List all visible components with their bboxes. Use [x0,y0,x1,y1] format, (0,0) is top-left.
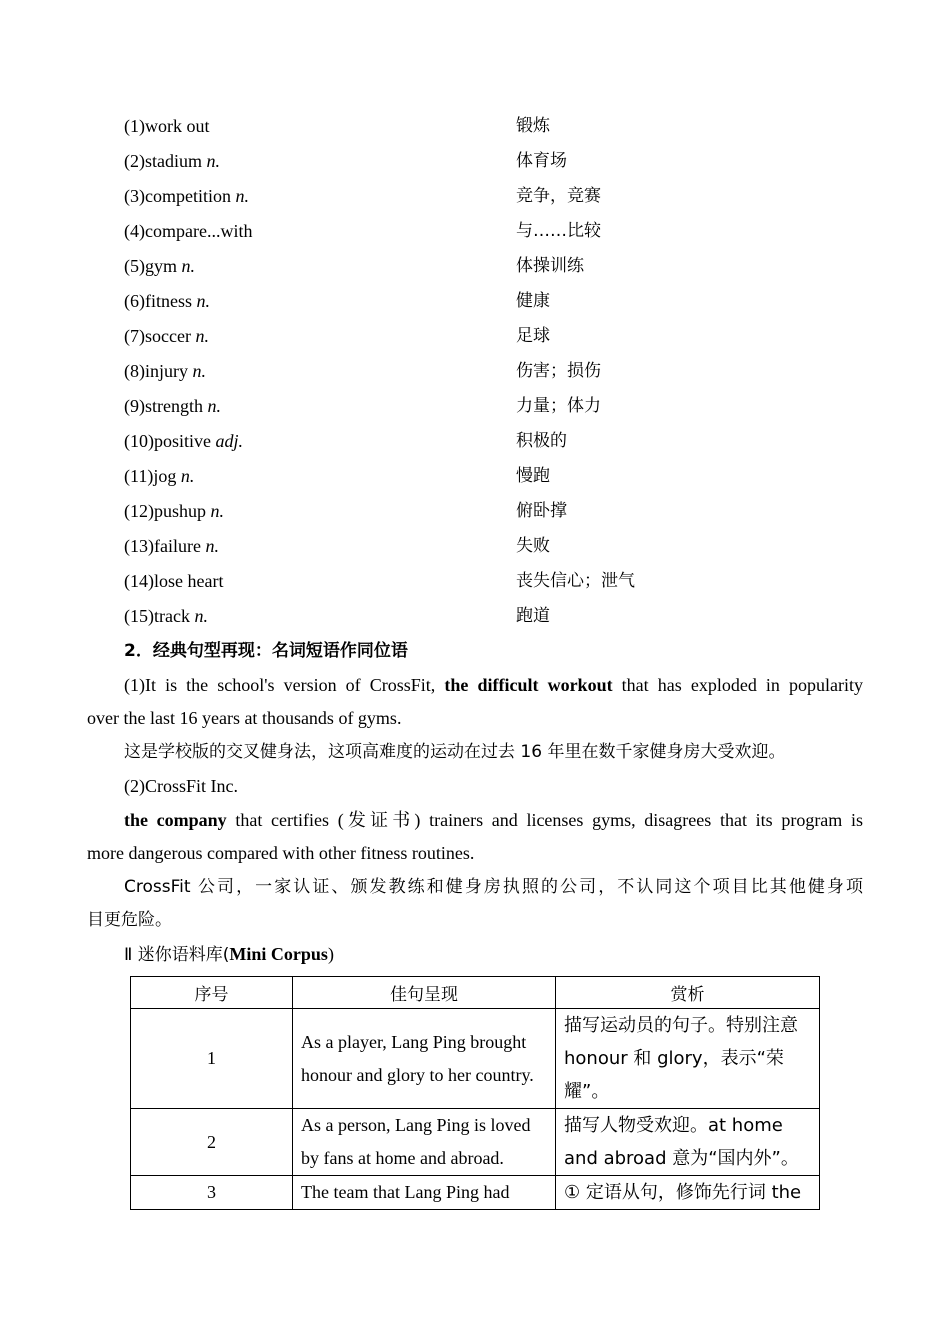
table-row [131,1009,820,1109]
list-item [0,463,950,489]
row-sentence: As a person, Lang Ping is loved by fans at home and abroad. [293,1109,556,1176]
vocab-chinese: 与……比较 [516,221,601,241]
table-header-row [131,977,820,1009]
vocab-word: (3)competition [124,186,236,206]
vocab-english [124,148,220,174]
row-number: 1 [131,1009,293,1109]
list-item [0,253,950,279]
list-item [0,393,950,419]
sentence-1-appositive: the difficult workout [444,675,613,695]
list-item [0,358,950,384]
vocab-word: (15)track [124,606,195,626]
vocab-part-of-speech: n. [181,256,195,276]
mini-corpus-heading-bold: Mini Corpus [229,944,328,964]
example-sentence-2-translation-line-1: CrossFit 公司，一家认证、颁发教练和健身房执照的公司，不认同这个项目比其他健身项 [124,877,863,897]
vocab-part-of-speech: n. [180,466,195,486]
vocab-word: (6)fitness [124,291,197,311]
vocab-english [124,393,221,419]
vocab-word: (13)failure [124,536,206,556]
sentence-2-text: that certifies (发证书) trainers and licenses gyms, disagrees that its program is [226,810,863,830]
list-item [0,323,950,349]
list-item [0,603,950,629]
header-number: 序号 [131,977,293,1009]
vocab-word: (9)strength [124,396,208,416]
list-item [0,218,950,244]
mini-corpus-heading-prefix: Ⅱ 迷你语料库( [124,945,230,965]
row-number: 2 [131,1109,293,1176]
vocab-word: (1)work out [124,116,210,136]
vocab-english [124,603,208,629]
vocab-chinese: 力量；体力 [516,396,601,416]
vocab-chinese: 健康 [516,291,550,311]
vocab-chinese: 锻炼 [516,116,550,136]
vocab-part-of-speech: n. [207,396,221,416]
table-row [131,1176,820,1210]
list-item [0,148,950,174]
vocab-chinese: 伤害；损伤 [516,361,601,381]
vocab-english [124,323,209,349]
example-sentence-1-line-1 [124,672,863,698]
row-analysis: 描写运动员的句子。特别注意 honour 和 glory，表示“荣耀”。 [556,1009,820,1109]
section-heading-mini-corpus [124,941,334,967]
vocab-chinese: 慢跑 [516,466,550,486]
vocab-english [124,533,219,559]
example-sentence-1-line-2: over the last 16 years at thousands of gyms. [87,708,402,728]
list-item [0,568,950,594]
table-row [131,1109,820,1176]
vocab-part-of-speech: n. [210,501,224,521]
vocab-word: (12)pushup [124,501,211,521]
vocab-word: (5)gym [124,256,182,276]
vocab-part-of-speech: n. [235,186,249,206]
vocab-english [124,463,194,489]
vocab-part-of-speech: n. [205,536,219,556]
vocab-english [124,498,224,524]
example-sentence-2-line-2: more dangerous compared with other fitness routines. [87,843,475,863]
vocab-chinese: 竞争，竞赛 [516,186,601,206]
vocab-word: (8)injury [124,361,193,381]
sentence-1-text-b: that has exploded in popularity [612,675,863,695]
row-number: 3 [131,1176,293,1210]
row-analysis: ① 定语从句，修饰先行词 the [556,1176,820,1210]
vocab-part-of-speech: adj. [215,431,244,451]
vocab-english [124,358,206,384]
vocab-word: (14)lose heart [124,571,224,591]
example-sentence-2-subject: (2)CrossFit Inc. [124,776,238,796]
vocab-chinese: 俯卧撑 [516,501,567,521]
header-sentence: 佳句呈现 [293,977,556,1009]
list-item [0,498,950,524]
vocab-english [124,183,249,209]
vocab-english [124,428,243,454]
vocab-chinese: 跑道 [516,606,550,626]
list-item [0,428,950,454]
vocab-english [124,113,209,139]
vocab-part-of-speech: n. [192,361,206,381]
header-analysis: 赏析 [556,977,820,1009]
vocab-chinese: 足球 [516,326,550,346]
mini-corpus-table [130,976,820,1210]
row-sentence: The team that Lang Ping had [293,1176,556,1210]
vocab-part-of-speech: n. [195,326,209,346]
vocab-english [124,288,210,314]
vocab-chinese: 体育场 [516,151,567,171]
section-heading-sentence-patterns: 2．经典句型再现：名词短语作同位语 [124,641,408,661]
vocab-part-of-speech: n. [196,291,210,311]
vocab-word: (7)soccer [124,326,196,346]
vocab-word: (11)jog [124,466,181,486]
vocab-part-of-speech: n. [206,151,220,171]
row-sentence: As a player, Lang Ping brought honour and glory to her country. [293,1009,556,1109]
example-sentence-2-translation-line-2: 目更危险。 [87,910,172,930]
row-analysis: 描写人物受欢迎。at home and abroad 意为“国内外”。 [556,1109,820,1176]
list-item [0,113,950,139]
vocab-english [124,218,252,244]
vocab-chinese: 丧失信心；泄气 [516,571,635,591]
example-sentence-1-translation: 这是学校版的交叉健身法，这项高难度的运动在过去 16 年里在数千家健身房大受欢迎。 [124,742,786,762]
list-item [0,533,950,559]
mini-corpus-heading-suffix: ) [327,944,334,964]
sentence-1-text-a: (1)It is the school's version of CrossFit, [124,675,445,695]
vocab-word: (2)stadium [124,151,207,171]
example-sentence-2-line-1 [124,807,863,833]
vocab-english [124,253,195,279]
vocab-english [124,568,223,594]
vocab-chinese: 体操训练 [516,256,584,276]
list-item [0,288,950,314]
vocab-chinese: 积极的 [516,431,567,451]
vocab-word: (4)compare...with [124,221,253,241]
vocab-part-of-speech: n. [194,606,208,626]
vocab-chinese: 失败 [516,536,550,556]
list-item [0,183,950,209]
vocab-word: (10)positive [124,431,216,451]
sentence-2-appositive: the company [124,810,227,830]
